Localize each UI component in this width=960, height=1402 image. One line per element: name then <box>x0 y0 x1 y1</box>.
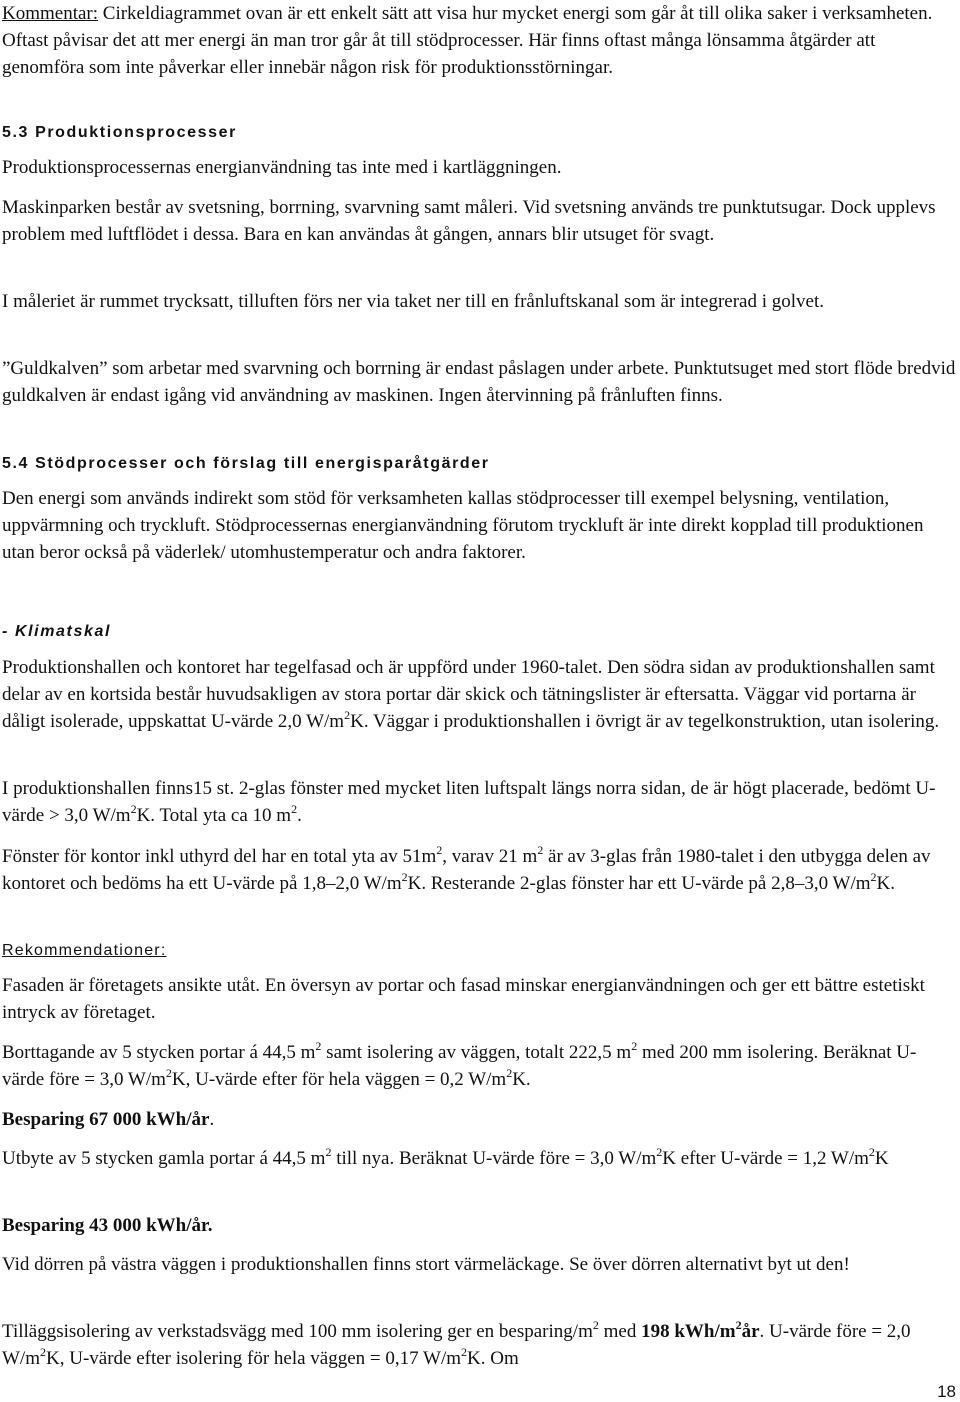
paragraph-rekommendation-5: Tilläggsisolering av verkstadsvägg med 100 mm isolering ger en besparing/$m^2$ med 198 kWh/$m^2år$. U-värde före = 2,0 $W/m^2K$, U-värde efter isolering för hela väggen = 0,17 $W/m^2K$. Om <box>2 1317 911 1369</box>
paragraph-stodprocesser: Den energi som används indirekt som stöd för verksamheten kallas stödprocesser till exempel belysning, ventilation, uppvärmning och tryckluft. Stödprocessernas energianvändning förutom tryckluft är inte direkt kopplad till produktionen utan beror också på väderlek/ utomhustemperatur och andra faktorer. <box>2 488 924 563</box>
kommentar-text: Cirkeldiagrammet ovan är ett enkelt sätt att visa hur mycket energi som går åt till olika saker i verksamheten. Oftast påvisar det att mer energi än man tror går åt till stödprocesser. Här finns oftast många lönsamma åtgärder att genomföra som inte påverkar eller innebär någon risk för produktionsstörningar. <box>2 3 933 78</box>
paragraph-rekommendation-1: Fasaden är företagets ansikte utåt. En översyn av portar och fasad minskar energianvändningen och ger ett bättre estetiskt intryck av företaget. <box>2 975 925 1023</box>
page-number: 18 <box>937 1382 956 1401</box>
paragraph-klimatskal-3: Fönster för kontor inkl uthyrd del har en total yta av $51m^2$, varav 21 $m^2$ är av 3-glas från 1980-talet i den utbygga delen av kontoret och bedöms ha ett U-värde på 1,8–2,0 $W/m^2K$. Resterande 2-glas fönster har ett U-värde på 2,8–3,0 $W/m^2K$. <box>2 842 931 894</box>
kommentar-paragraph <box>2 0 957 81</box>
subheading-klimatskal: - Klimatskal <box>2 623 112 640</box>
rekommendationer-label: Rekommendationer: <box>2 942 167 959</box>
paragraph-klimatskal-2: I produktionshallen finns15 st. 2-glas fönster med mycket liten luftspalt längs norra sidan, de är högt placerade, bedömt U-värde > 3,0 $W/m^2K$. Total yta ca 10 $m^2$. <box>2 778 936 826</box>
besparing-67000: Besparing 67 000 kWh/år. <box>2 1109 215 1130</box>
paragraph-produktion-3: I måleriet är rummet trycksatt, tilluften förs ner via taket ner till en frånluftskanal som är integrerad i golvet. <box>2 291 824 312</box>
kommentar-label: Kommentar: <box>2 3 99 24</box>
paragraph-produktion-1: Produktionsprocessernas energianvändning tas inte med i kartläggningen. <box>2 157 562 178</box>
paragraph-rekommendation-4: Vid dörren på västra väggen i produktionshallen finns stort värmeläckage. Se över dörren alternativt byt ut den! <box>2 1254 850 1275</box>
paragraph-rekommendation-3: Utbyte av 5 stycken gamla portar á 44,5 $m^2$ till nya. Beräknat U-värde före = 3,0 $W/m^2K$ efter U-värde = 1,2 $W/m^2K$ <box>2 1144 889 1169</box>
section-heading-5-4: 5.4 Stödprocesser och förslag till energisparåtgärder <box>2 455 490 472</box>
paragraph-produktion-2: Maskinparken består av svetsning, borrning, svarvning samt måleri. Vid svetsning används tre punktutsugar. Dock upplevs problem med luftflödet i dessa. Bara en kan användas åt gången, annars blir utsuget för svagt. <box>2 197 936 245</box>
paragraph-rekommendation-2: Borttagande av 5 stycken portar á 44,5 $m^2$ samt isolering av väggen, totalt 222,5 $m^2$ med 200 mm isolering. Beräknat U-värde före = 3,0 $W/m^2K$, U-värde efter för hela väggen = 0,2 $W/m^2K$. <box>2 1038 917 1090</box>
section-heading-5-3: 5.3 Produktionsprocesser <box>2 124 237 141</box>
paragraph-klimatskal-1: Produktionshallen och kontoret har tegelfasad och är uppförd under 1960-talet. Den södra sidan av produktionshallen samt delar av en kortsida består huvudsakligen av stora portar där skick och tätningslister är eftersatta. Väggar vid portarna är dåligt isolerade, uppskattat U-värde 2,0 $W/m^2K$. Väggar i produktionshallen i övrigt är av tegelkonstruktion, utan isolering. <box>2 657 940 732</box>
besparing-43000: Besparing 43 000 kWh/år. <box>2 1215 213 1236</box>
paragraph-produktion-4: ”Guldkalven” som arbetar med svarvning och borrning är endast påslagen under arbete. Punktutsuget med stort flöde bredvid guldkalven är endast igång vid användning av maskinen. Ingen återvinning på frånluften finns. <box>2 358 956 406</box>
